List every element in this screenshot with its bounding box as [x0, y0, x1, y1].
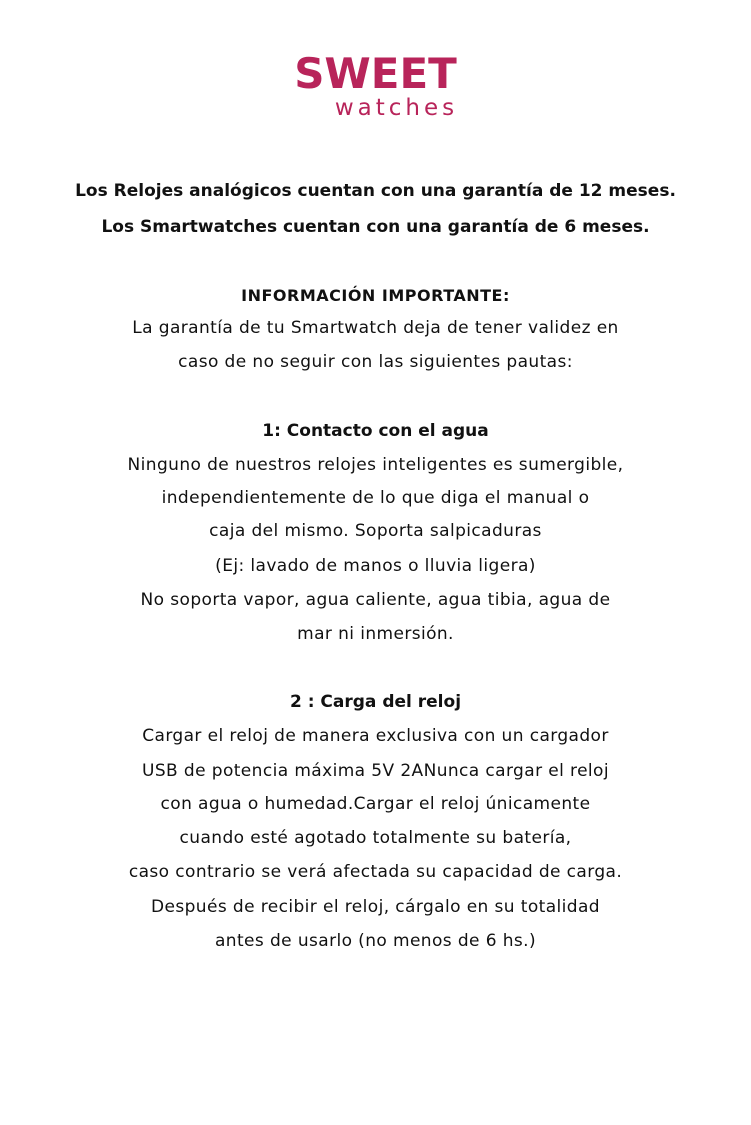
section2-title: 2 : Carga del reloj	[289, 692, 462, 712]
section1-text-line: Ninguno de nuestros relojes inteligentes es sumergible,	[127, 455, 624, 475]
section1-title: 1: Contacto con el agua	[262, 421, 489, 441]
section2-text-line: cuando esté agotado totalmente su batería,	[179, 828, 572, 848]
section1-text-line: independientemente de lo que diga el manual o	[161, 488, 590, 508]
section2-text-line: caso contrario se verá afectada su capacidad de carga.	[128, 862, 623, 882]
section2-text-line: con agua o humedad.Cargar el reloj únicamente	[160, 794, 591, 814]
section1-text-line: No soporta vapor, agua caliente, agua tibia, agua de	[140, 590, 611, 610]
brand-logo-sweet: SWEET	[294, 49, 457, 98]
brand-logo-watches: watches	[334, 95, 459, 121]
section1-text-line: mar ni inmersión.	[297, 624, 454, 644]
section2-text-line: Cargar el reloj de manera exclusiva con un cargador	[142, 726, 609, 746]
section2-text-line: Después de recibir el reloj, cárgalo en su totalidad	[151, 897, 600, 917]
section1-text-line: (Ej: lavado de manos o lluvia ligera)	[215, 556, 536, 576]
important-heading: INFORMACIÓN IMPORTANTE:	[241, 286, 510, 305]
section2-text-line: antes de usarlo (no menos de 6 hs.)	[214, 931, 536, 951]
important-text-line: La garantía de tu Smartwatch deja de tener validez en	[132, 318, 619, 338]
section1-text-line: caja del mismo. Soporta salpicaduras	[209, 521, 542, 541]
section2-text-line: USB de potencia máxima 5V 2ANunca cargar el reloj	[142, 761, 609, 781]
brand-logo[interactable]	[0, 49, 751, 121]
warranty-analog-line: Los Relojes analógicos cuentan con una garantía de 12 meses.	[75, 181, 676, 201]
important-text-line: caso de no seguir con las siguientes pautas:	[178, 352, 573, 372]
warranty-smartwatch-line: Los Smartwatches cuentan con una garantía de 6 meses.	[101, 217, 650, 237]
